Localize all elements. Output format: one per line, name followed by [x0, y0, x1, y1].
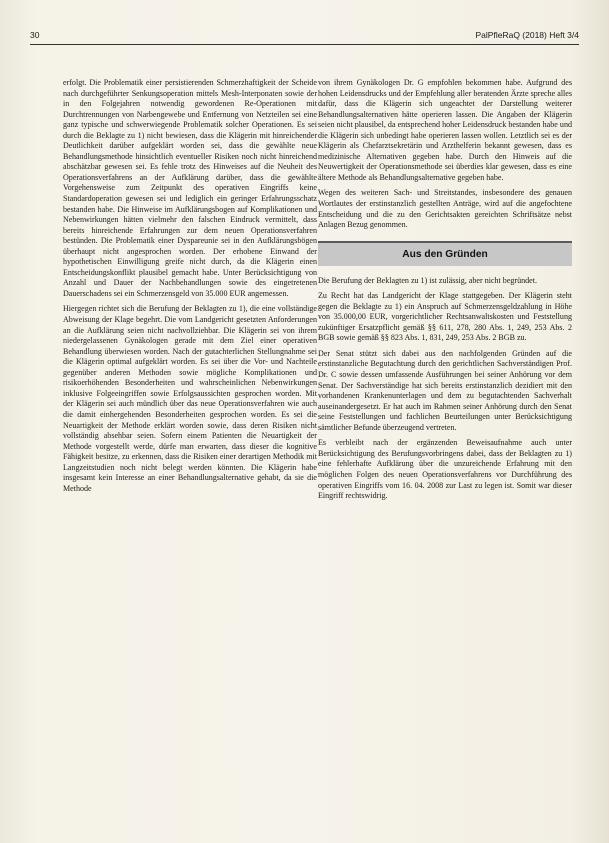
paragraph: erfolgt. Die Problematik einer persistierenden Schmerzhaftigkeit der Scheide nach durchgeführter Senkungsoperation mittels Mesh-Interponaten sowie der in den Folgejahren notwendig gewordenen Re-Operationen mit Durchtrennungen von Narbengewebe und Entfernung von Netzteilen sei eine ganz typische und schwerwiegende Problematik solcher Operationen. Es sei durch die Beklagte zu 1) nicht bewiesen, dass die Klägerin mit hinreichender Deutlichkeit darüber aufgeklärt worden sei, dass die gewählte neue Behandlungsmethode hinsichtlich eventueller Risiken noch nicht hinreichend abschätzbar gewesen sei. Es fehle trotz des Hinweises auf die Neuheit des Operationsverfahrens an der Aufklärung darüber, dass die gewählte Vorgehensweise zum Zeitpunkt des operativen Eingriffs keine Standardoperation gewesen sei und lediglich ein geringer Erfahrungsschatz bestanden habe. Die Hinweise im Aufklärungsbogen auf Komplikationen und Nebenwirkungen hätten vielmehr den falschen Eindruck vermittelt, dass bereits hinreichende Erfahrungen zur dem neuen Operationsverfahren bestünden. Die Problematik einer Dyspareunie sei in den Aufklärungsbögen überhaupt nicht angesprochen worden. Der erhobene Einwand der hypothetischen Einwilligung greife nicht durch, da die Klägerin einen Entscheidungskonflikt plausibel gemacht habe. Unter Berücksichtigung von Anzahl und Dauer der Nachbehandlungen sowie des eingetretenen Dauerschadens sei ein Schmerzensgeld von 35.000 EUR angemessen.	[63, 78, 317, 298]
right-column	[318, 78, 572, 507]
header-rule	[30, 44, 579, 45]
journal-reference: PalPfleRaQ (2018) Heft 3/4	[475, 30, 579, 40]
paragraph: von ihrem Gynäkologen Dr. G empfohlen bekommen habe. Aufgrund des hohen Leidensdrucks und der Empfehlung aller beratenden Ärzte spreche alles dafür, dass die Klägerin sich ungeachtet der Darstellung weiterer Behandlungsalternativen hätte operieren lassen. Die Angaben der Klägerin seien nicht plausibel, da entsprechend hoher Leidensdruck bestanden habe und die Klägerin sich unbedingt habe operieren lassen wollen. Letztlich sei es der Klägerin als Chefarztsekretärin und Arzthelferin bekannt gewesen, dass es medizinische Alternativen gegeben habe. Durch den Hinweis auf die Neuwertigkeit der Operationsmethode sei überdies klar gewesen, dass es eine ältere Methode als Behandlungsalternative gegeben habe.	[318, 78, 572, 182]
left-column	[63, 78, 317, 499]
paragraph: Hiergegen richtet sich die Berufung der Beklagten zu 1), die eine vollständige Abweisung der Klage begehrt. Die vom Landgericht gesetzten Anforderungen an die Aufklärung seien nicht nachvollziehbar. Die Klägerin sei von ihrem niedergelassenen Gynäkologen gerade mit dem Ziel einer operativen Behandlung überwiesen worden. Nach der gutachterlichen Stellungnahme sei die Klägerin optimal aufgeklärt worden. Es sei über die Vor- und Nachteile gegenüber anderen Methoden sowie mögliche Komplikationen und risikoerhöhenden Besonderheiten und wahrscheinlichen Nebenwirkungen inklusive Folgeeingriffen sowie Erfolgsaussichten gesprochen worden. Mit der Klägerin sei auch mündlich über das neue Operationsverfahren wie auch die damit einhergehenden Besonderheiten gesprochen worden. Es sei die Neuartigkeit der Methode erklärt worden sowie, dass deren Risiken nicht vollständig absehbar seien. Sofern einem Patienten die Neuartigkeit der Methode vorgestellt werde, dürfe man erwarten, dass dieser die kognitive Fähigkeit besitze, zu erkennen, dass die Risiken einer derartigen Methodik mit Langzeitstudien noch nicht belegt werden könnten. Die Klägerin habe insgesamt kein Interesse an einer Behandlungsalternative gehabt, da sie die Methode	[63, 304, 317, 493]
paragraph: Zu Recht hat das Landgericht der Klage stattgegeben. Der Klägerin steht gegen die Beklagte zu 1) ein Anspruch auf Schmerzensgeldzahlung in Höhe von 35.000,00 EUR, vorgerichtlicher Rechtsanwaltskosten und Feststellung zukünftiger Ersatzpflicht gemäß §§ 611, 278, 280 Abs. 1, 249, 253 Abs. 2 BGB sowie gemäß §§ 823 Abs. 1, 831, 249, 253 Abs. 2 BGB zu.	[318, 291, 572, 343]
paragraph: Es verbleibt nach der ergänzenden Beweisaufnahme auch unter Berücksichtigung des Berufungsvorbringens dabei, dass der Beklagten zu 1) eine fehlerhafte Aufklärung über die unzureichende Erfahrung mit den möglichen Folgen des neuen Operationsverfahrens vor Durchführung des operativen Eingriffs vom 16. 04. 2008 zur Last zu legen ist. Somit war dieser Eingriff rechtswidrig.	[318, 438, 572, 501]
paragraph: Der Senat stützt sich dabei aus den nachfolgenden Gründen auf die erstinstanzliche Begutachtung durch den gerichtlichen Sachverständigen Prof. Dr. C sowie dessen umfassende Ausführungen bei seiner Anhörung vor dem Senat. Der Sachverständige hat sich bereits erstinstanzlich dezidiert mit den vorhandenen Krankenunterlagen und dem zu begutachtenden Sachverhalt auseinandergesetzt. Er hat auch im Rahmen seiner Anhörung durch den Senat seine Feststellungen und fachlichen Beurteilungen unter Berücksichtigung sämtlicher Befunde überzeugend vertreten.	[318, 348, 572, 432]
section-heading: Aus den Gründen	[318, 241, 572, 266]
paragraph: Wegen des weiteren Sach- und Streitstandes, insbesondere des genauen Wortlautes der erstinstanzlich gestellten Anträge, wird auf die angefochtene Entscheidung und die zu den Gerichtsakten gereichten Schriftsätze nebst Anlagen Bezug genommen.	[318, 188, 572, 230]
page-number: 30	[30, 30, 40, 40]
paragraph: Die Berufung der Beklagten zu 1) ist zulässig, aber nicht begründet.	[318, 275, 537, 285]
